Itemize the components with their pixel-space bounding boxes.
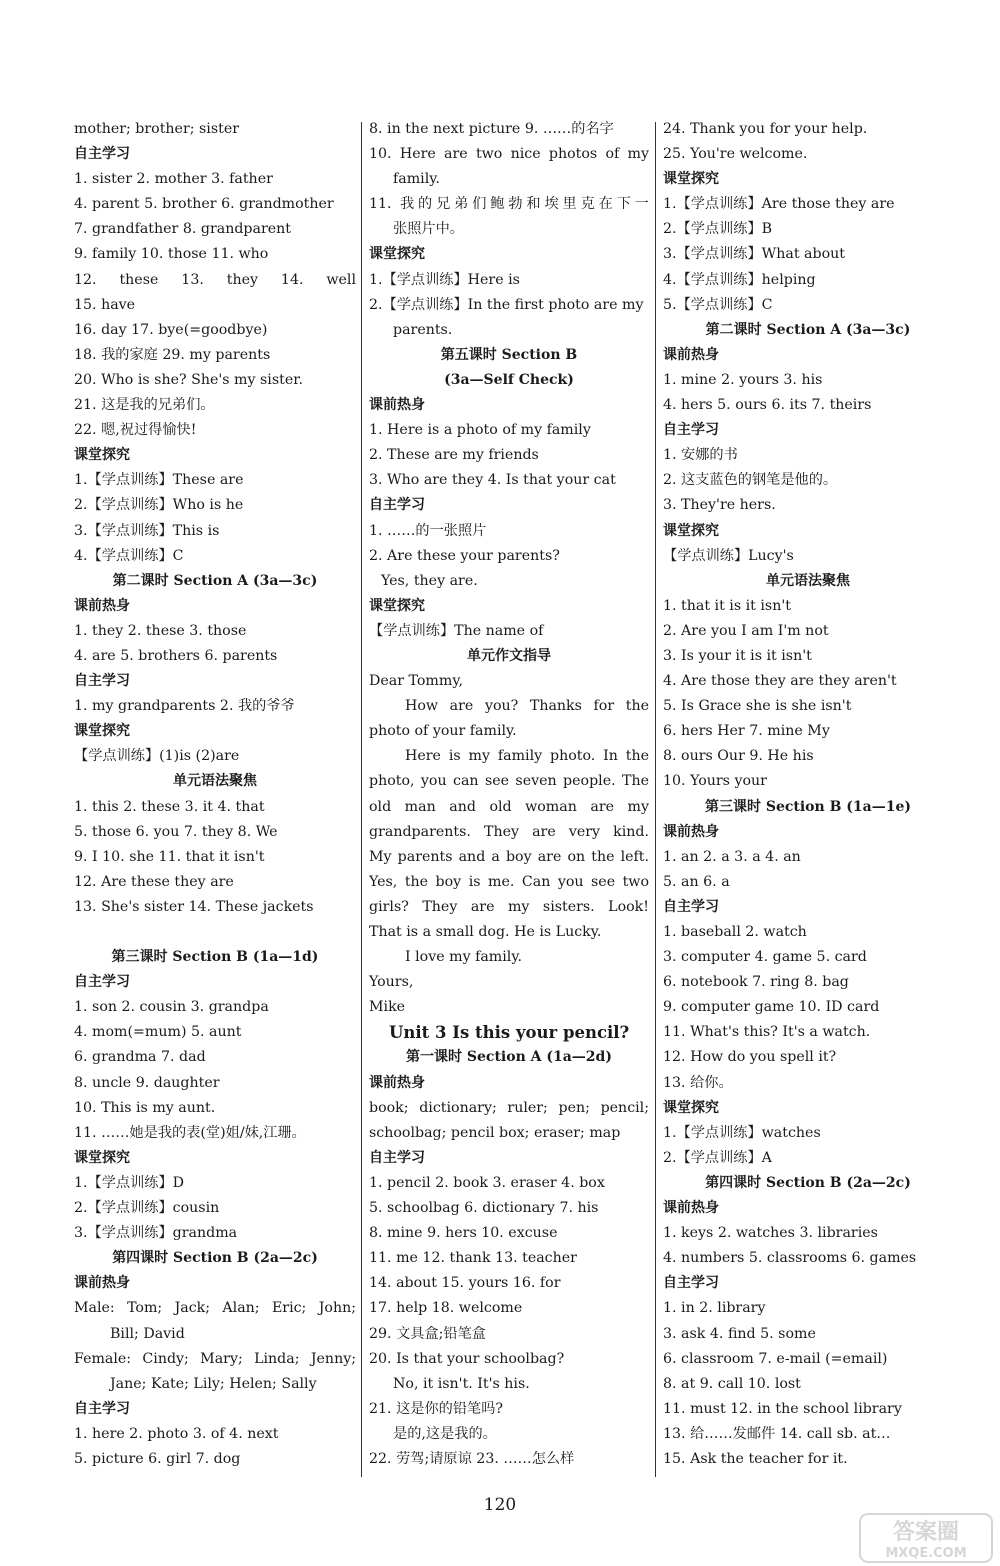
- answer-line: 3. Is your it is it isn't: [663, 647, 812, 664]
- answer-line: 13. 给……发邮件 14. call sb. at…: [663, 1425, 891, 1442]
- answer-line: 3. ask 4. find 5. some: [663, 1325, 816, 1342]
- answer-line: Yours,: [369, 974, 414, 991]
- answer-line: 1. that it is it isn't: [663, 597, 791, 614]
- section-heading: 自主学习: [663, 1275, 719, 1292]
- answer-line: 21. 这是你的铅笔吗?: [369, 1400, 503, 1417]
- answer-line: Yes, the boy is me. Can you see two: [369, 873, 649, 890]
- section-heading: 课堂探究: [663, 522, 719, 539]
- answer-column-2: [369, 117, 649, 1472]
- section-heading: 课前热身: [663, 346, 719, 363]
- answer-line: 5.【学点训练】C: [663, 296, 773, 313]
- answer-line: 1. pencil 2. book 3. eraser 4. box: [369, 1174, 605, 1191]
- answer-line: 4. Are those they are they aren't: [663, 673, 897, 690]
- answer-line: 2. These are my friends: [369, 447, 539, 464]
- section-heading: 课堂探究: [74, 723, 130, 740]
- answer-line: 【学点训练】Lucy's: [663, 547, 794, 564]
- lesson-heading: 第二课时 Section A (3a—3c): [705, 321, 911, 338]
- answer-line: 9. I 10. she 11. that it isn't: [74, 848, 265, 865]
- answer-line: 25. You're welcome.: [663, 146, 808, 163]
- page-number: 120: [483, 1495, 517, 1515]
- answer-line: 1. mine 2. yours 3. his: [663, 371, 823, 388]
- answer-line: 1.【学点训练】Are those they are: [663, 196, 895, 213]
- answer-line: 6. notebook 7. ring 8. bag: [663, 974, 849, 991]
- answer-line: 2.【学点训练】B: [663, 221, 773, 238]
- answer-line: 2.【学点训练】In the first photo are my: [369, 296, 644, 313]
- answer-line: 2. Are these your parents?: [369, 547, 560, 564]
- centered-heading: 第五课时 Section B: [440, 346, 578, 363]
- section-heading: 课前热身: [74, 597, 130, 614]
- section-heading: 自主学习: [663, 898, 719, 915]
- answer-line: Female: Cindy; Mary; Linda; Jenny;: [74, 1350, 356, 1367]
- answer-line: I love my family.: [405, 949, 522, 966]
- answer-line: 4. parent 5. brother 6. grandmother: [74, 196, 334, 213]
- answer-line: 10. Yours your: [663, 773, 767, 790]
- section-heading: 自主学习: [74, 1400, 130, 1417]
- section-heading: 课前热身: [74, 1275, 130, 1292]
- answer-line: 5. those 6. you 7. they 8. We: [74, 823, 278, 840]
- answer-line: 8. ours Our 9. He his: [663, 748, 814, 765]
- watermark-title: 答案圈: [892, 1520, 960, 1545]
- answer-line: 20. Who is she? She's my sister.: [74, 371, 303, 388]
- answer-line: 8. uncle 9. daughter: [74, 1074, 220, 1091]
- lesson-heading: 第一课时 Section A (1a—2d): [406, 1049, 612, 1066]
- answer-line: 1. 安娜的书: [663, 447, 738, 464]
- answer-line: 7. grandfather 8. grandparent: [74, 221, 291, 238]
- unit-title: Unit 3 Is this your pencil?: [389, 1023, 630, 1043]
- section-heading: 自主学习: [369, 1149, 425, 1166]
- answer-line: 20. Is that your schoolbag?: [369, 1350, 565, 1367]
- lesson-heading: 第四课时 Section B (2a—2c): [705, 1174, 911, 1191]
- answer-line: 1. keys 2. watches 3. libraries: [663, 1225, 878, 1242]
- watermark-logo: [858, 1512, 994, 1564]
- answer-line: 14. about 15. yours 16. for: [369, 1275, 561, 1292]
- section-heading: 课前热身: [663, 1200, 719, 1217]
- answer-line: 1. in 2. library: [663, 1300, 766, 1317]
- answer-line: 1.【学点训练】D: [74, 1174, 185, 1191]
- answer-line: 1. ……的一张照片: [369, 522, 487, 539]
- answer-line: 9. computer game 10. ID card: [663, 999, 880, 1016]
- centered-heading: 单元语法聚焦: [766, 572, 850, 589]
- answer-line: 12. Are these they are: [74, 873, 234, 890]
- answer-line: 5. schoolbag 6. dictionary 7. his: [369, 1200, 599, 1217]
- answer-line: 4.【学点训练】C: [74, 547, 184, 564]
- lesson-heading: 第三课时 Section B (1a—1e): [704, 798, 911, 815]
- answer-line: 4. numbers 5. classrooms 6. games: [663, 1250, 917, 1267]
- answer-line: My parents and a boy are on the left.: [369, 848, 649, 865]
- answer-line: 2.【学点训练】Who is he: [74, 497, 244, 514]
- answer-line: 张照片中。: [393, 221, 464, 238]
- answer-line: 1.【学点训练】watches: [663, 1124, 821, 1141]
- section-heading: 课前热身: [369, 1074, 425, 1091]
- section-heading: 自主学习: [74, 673, 130, 690]
- section-heading: 自主学习: [74, 974, 130, 991]
- answer-line: 13. 给你。: [663, 1074, 733, 1091]
- answer-line: 2.【学点训练】cousin: [74, 1200, 220, 1217]
- answer-line: No, it isn't. It's his.: [393, 1375, 530, 1392]
- answer-line: 5. picture 6. girl 7. dog: [74, 1450, 241, 1467]
- answer-line: 5. an 6. a: [663, 873, 730, 890]
- column-divider-1: [361, 122, 362, 1477]
- answer-line: 15. have: [74, 296, 136, 313]
- answer-line: 6. hers Her 7. mine My: [663, 723, 830, 740]
- answer-line: 1. son 2. cousin 3. grandpa: [74, 999, 269, 1016]
- answer-line: 11. 我的兄弟们鲍勃和埃里克在下一: [369, 196, 649, 213]
- answer-line: 【学点训练】The name of: [369, 622, 544, 639]
- section-heading: 自主学习: [369, 497, 425, 514]
- answer-line: 3.【学点训练】This is: [74, 522, 220, 539]
- section-heading: 课堂探究: [369, 597, 425, 614]
- centered-heading: 单元语法聚焦: [173, 773, 257, 790]
- answer-line: Jane; Kate; Lily; Helen; Sally: [110, 1375, 317, 1392]
- answer-line: photo of your family.: [369, 723, 517, 740]
- answer-line: 9. family 10. those 11. who: [74, 246, 269, 263]
- answer-line: 17. help 18. welcome: [369, 1300, 523, 1317]
- answer-line: 11. What's this? It's a watch.: [663, 1024, 871, 1041]
- answer-line: 6. grandma 7. dad: [74, 1049, 206, 1066]
- watermark-url: MXQE.COM: [885, 1546, 967, 1561]
- answer-line: 2. 这支蓝色的钢笔是他的。: [663, 472, 838, 489]
- answer-line: 10. This is my aunt.: [74, 1099, 216, 1116]
- answer-column-1: [74, 117, 356, 1472]
- answer-line: 1. they 2. these 3. those: [74, 622, 247, 639]
- answer-line: 4. are 5. brothers 6. parents: [74, 647, 278, 664]
- answer-line: How are you? Thanks for the: [405, 698, 649, 715]
- answer-line: 8. at 9. call 10. lost: [663, 1375, 801, 1392]
- answer-line: 21. 这是我的兄弟们。: [74, 397, 215, 414]
- answer-line: grandparents. They are very kind.: [369, 823, 649, 840]
- answer-line: 1. this 2. these 3. it 4. that: [74, 798, 265, 815]
- answer-line: 12. these 13. they 14. well: [74, 271, 356, 288]
- answer-line: 2.【学点训练】A: [663, 1149, 772, 1166]
- answer-line: 是的,这是我的。: [393, 1425, 497, 1442]
- answer-line: 1. my grandparents 2. 我的爷爷: [74, 698, 295, 715]
- answer-line: 6. classroom 7. e-mail (=email): [663, 1350, 888, 1367]
- section-heading: 自主学习: [663, 422, 719, 439]
- answer-line: 2. Are you I am I'm not: [663, 622, 829, 639]
- answer-line: 4. mom(=mum) 5. aunt: [74, 1024, 242, 1041]
- answer-line: 1.【学点训练】Here is: [369, 271, 520, 288]
- lesson-heading: 第二课时 Section A (3a—3c): [112, 572, 318, 589]
- section-heading: 课前热身: [663, 823, 719, 840]
- answer-line: mother; brother; sister: [74, 121, 239, 137]
- answer-line: 15. Ask the teacher for it.: [663, 1450, 848, 1467]
- answer-line: Bill; David: [110, 1325, 185, 1342]
- answer-line: Mike: [369, 999, 406, 1016]
- answer-line: 24. Thank you for your help.: [663, 121, 868, 137]
- answer-line: girls? They are my sisters. Look!: [369, 898, 649, 915]
- answer-line: 3. Who are they 4. Is that your cat: [369, 472, 616, 489]
- answer-line: 3.【学点训练】grandma: [74, 1225, 238, 1242]
- answer-line: 22. 劳驾;请原谅 23. ……怎么样: [369, 1450, 575, 1467]
- answer-line: 18. 我的家庭 29. my parents: [74, 346, 271, 363]
- lesson-heading: 第四课时 Section B (2a—2c): [112, 1250, 318, 1267]
- answer-line: 5. Is Grace she is she isn't: [663, 698, 852, 715]
- answer-line: 8. in the next picture 9. ……的名字: [369, 121, 614, 137]
- answer-line: Yes, they are.: [381, 572, 478, 589]
- column-divider-2: [655, 122, 656, 1477]
- answer-line: Male: Tom; Jack; Alan; Eric; John;: [74, 1300, 356, 1317]
- centered-heading: 单元作文指导: [467, 647, 551, 664]
- answer-line: 3. They're hers.: [663, 497, 776, 514]
- answer-line: 1. an 2. a 3. a 4. an: [663, 848, 801, 865]
- section-heading: 课前热身: [369, 397, 425, 414]
- section-heading: 课堂探究: [369, 246, 425, 263]
- answer-line: 12. How do you spell it?: [663, 1049, 837, 1066]
- answer-line: 4. hers 5. ours 6. its 7. theirs: [663, 397, 872, 414]
- answer-line: 3.【学点训练】What about: [663, 246, 845, 263]
- answer-line: 16. day 17. bye(=goodbye): [74, 321, 268, 338]
- answer-line: schoolbag; pencil box; eraser; map: [369, 1124, 621, 1141]
- answer-line: old man and old woman are my: [369, 798, 649, 815]
- lesson-heading: 第三课时 Section B (1a—1d): [111, 949, 319, 966]
- spacer: [74, 920, 356, 945]
- answer-line: 1. here 2. photo 3. of 4. next: [74, 1425, 279, 1442]
- answer-line: 1. baseball 2. watch: [663, 924, 807, 940]
- answer-column-3: [663, 117, 953, 1472]
- section-heading: 课堂探究: [74, 447, 130, 464]
- answer-line: 22. 嗯,祝过得愉快!: [74, 422, 197, 439]
- answer-line: 【学点训练】(1)is (2)are: [74, 748, 240, 765]
- answer-line: 11. must 12. in the school library: [663, 1400, 902, 1417]
- answer-line: 1. Here is a photo of my family: [369, 422, 591, 439]
- answer-line: That is a small dog. He is Lucky.: [369, 924, 602, 940]
- section-heading: 自主学习: [74, 146, 130, 163]
- section-heading: 课堂探究: [663, 171, 719, 188]
- answer-line: 11. ……她是我的表(堂)姐/妹,江珊。: [74, 1124, 306, 1141]
- answer-line: 8. mine 9. hers 10. excuse: [369, 1225, 558, 1242]
- answer-line: parents.: [393, 321, 453, 338]
- answer-line: Here is my family photo. In the: [405, 748, 649, 765]
- section-heading: 课堂探究: [74, 1149, 130, 1166]
- section-heading: 课堂探究: [663, 1099, 719, 1116]
- answer-line: 29. 文具盒;铅笔盒: [369, 1325, 486, 1342]
- answer-line: 11. me 12. thank 13. teacher: [369, 1250, 577, 1267]
- centered-heading: (3a—Self Check): [444, 371, 574, 388]
- answer-line: book; dictionary; ruler; pen; pencil;: [369, 1099, 649, 1116]
- answer-line: Dear Tommy,: [369, 673, 463, 690]
- answer-line: 13. She's sister 14. These jackets: [74, 898, 314, 915]
- answer-line: 3. computer 4. game 5. card: [663, 949, 867, 966]
- answer-line: family.: [393, 171, 440, 188]
- answer-line: photo, you can see seven people. The: [369, 773, 649, 790]
- answer-line: 4.【学点训练】helping: [663, 271, 816, 288]
- answer-line: 1.【学点训练】These are: [74, 472, 244, 489]
- answer-line: 10. Here are two nice photos of my: [369, 146, 649, 163]
- answer-line: 1. sister 2. mother 3. father: [74, 171, 273, 188]
